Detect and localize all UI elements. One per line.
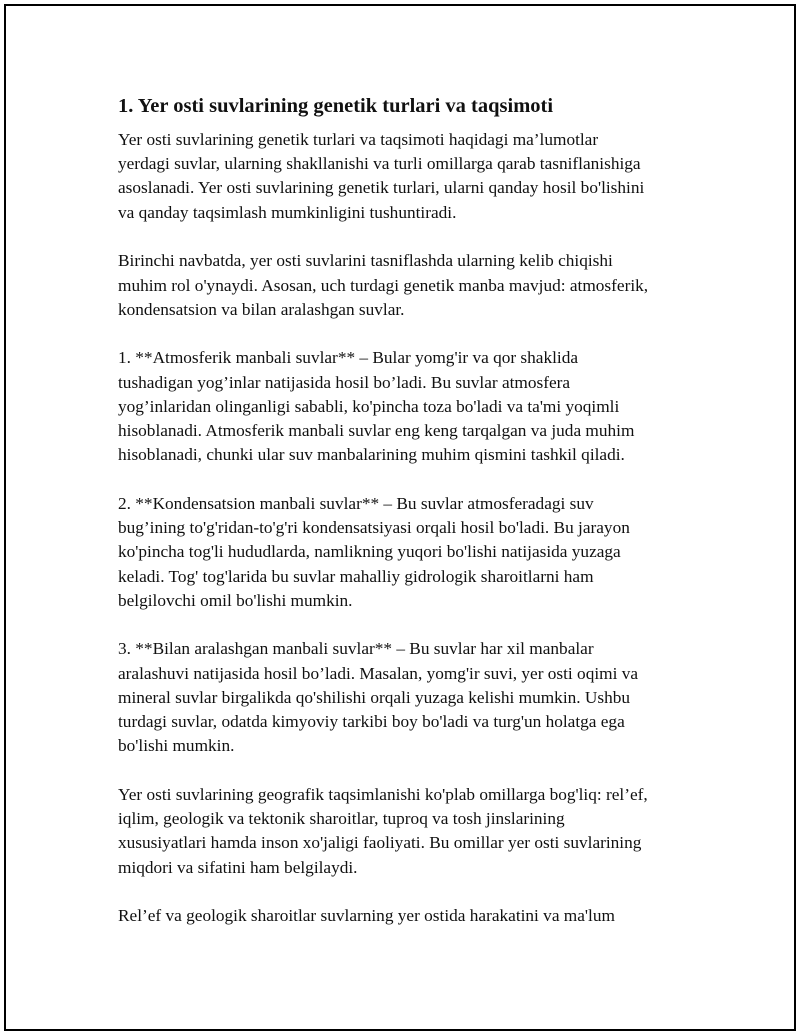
text-line: bo'lishi mumkin.: [118, 736, 235, 756]
text-line: iqlim, geologik va tektonik sharoitlar, tuproq va tosh jinslarining: [118, 809, 565, 829]
text-line: aralashuvi natijasida hosil bo’ladi. Masalan, yomg'ir suvi, yer osti oqimi va: [118, 663, 639, 683]
paragraph-condensation: [118, 492, 698, 613]
paragraph-intro: [118, 128, 698, 225]
document-body: [118, 92, 698, 953]
text-line: 3. **Bilan aralashgan manbali suvlar** – Bu suvlar har xil manbalar: [118, 639, 594, 659]
text-line: va qanday taqsimlash mumkinligini tushuntiradi.: [118, 202, 457, 222]
paragraph-relief: [118, 904, 698, 928]
document-title: 1. Yer osti suvlarining genetik turlari va taqsimoti: [118, 95, 554, 117]
paragraph-atmospheric: [118, 346, 698, 467]
text-line: keladi. Tog' tog'larida bu suvlar mahalliy gidrologik sharoitlarni ham: [118, 566, 594, 586]
text-line: kondensatsion va bilan aralashgan suvlar.: [118, 299, 405, 319]
text-line: tushadigan yog’inlar natijasida hosil bo’ladi. Bu suvlar atmosfera: [118, 372, 571, 392]
text-line: hisoblanadi. Atmosferik manbali suvlar eng keng tarqalgan va juda muhim: [118, 421, 635, 441]
text-line: 2. **Kondensatsion manbali suvlar** – Bu suvlar atmosferadagi suv: [118, 493, 594, 513]
text-line: asoslanadi. Yer osti suvlarining genetik turlari, ularni qanday hosil bo'lishini: [118, 178, 645, 198]
text-line: muhim rol o'ynaydi. Asosan, uch turdagi genetik manba mavjud: atmosferik,: [118, 275, 649, 295]
text-line: hisoblanadi, chunki ular suv manbalarining muhim qismini tashkil qiladi.: [118, 445, 625, 465]
text-line: yerdagi suvlar, ularning shakllanishi va turli omillarga qarab tasniflanishiga: [118, 154, 641, 174]
paragraph-mixed: [118, 637, 698, 758]
text-line: Yer osti suvlarining geografik taqsimlanishi ko'plab omillarga bog'liq: rel’ef,: [118, 784, 648, 804]
text-line: turdagi suvlar, odatda kimyoviy tarkibi boy bo'ladi va turg'un holatga ega: [118, 712, 625, 732]
text-line: Rel’ef va geologik sharoitlar suvlarning yer ostida harakatini va ma'lum: [118, 906, 615, 926]
text-line: 1. **Atmosferik manbali suvlar** – Bular yomg'ir va qor shaklida: [118, 348, 579, 368]
text-line: belgilovchi omil bo'lishi mumkin.: [118, 590, 353, 610]
text-line: xususiyatlari hamda inson xo'jaligi faoliyati. Bu omillar yer osti suvlarining: [118, 833, 642, 853]
text-line: bug’ining to'g'ridan-to'g'ri kondensatsiyasi orqali hosil bo'ladi. Bu jarayon: [118, 518, 630, 538]
text-line: mineral suvlar birgalikda qo'shilishi orqali yuzaga kelishi mumkin. Ushbu: [118, 687, 631, 707]
text-line: yog’inlaridan olinganligi sababli, ko'pincha toza bo'ladi va ta'mi yoqimli: [118, 396, 620, 416]
paragraph-origin: [118, 249, 698, 322]
text-line: ko'pincha tog'li hududlarda, namlikning yuqori bo'lishi natijasida yuzaga: [118, 542, 621, 562]
paragraph-geography: [118, 783, 698, 880]
text-line: Yer osti suvlarining genetik turlari va taqsimoti haqidagi ma’lumotlar: [118, 130, 599, 149]
text-line: Birinchi navbatda, yer osti suvlarini tasniflashda ularning kelib chiqishi: [118, 251, 613, 271]
text-line: miqdori va sifatini ham belgilaydi.: [118, 857, 358, 877]
